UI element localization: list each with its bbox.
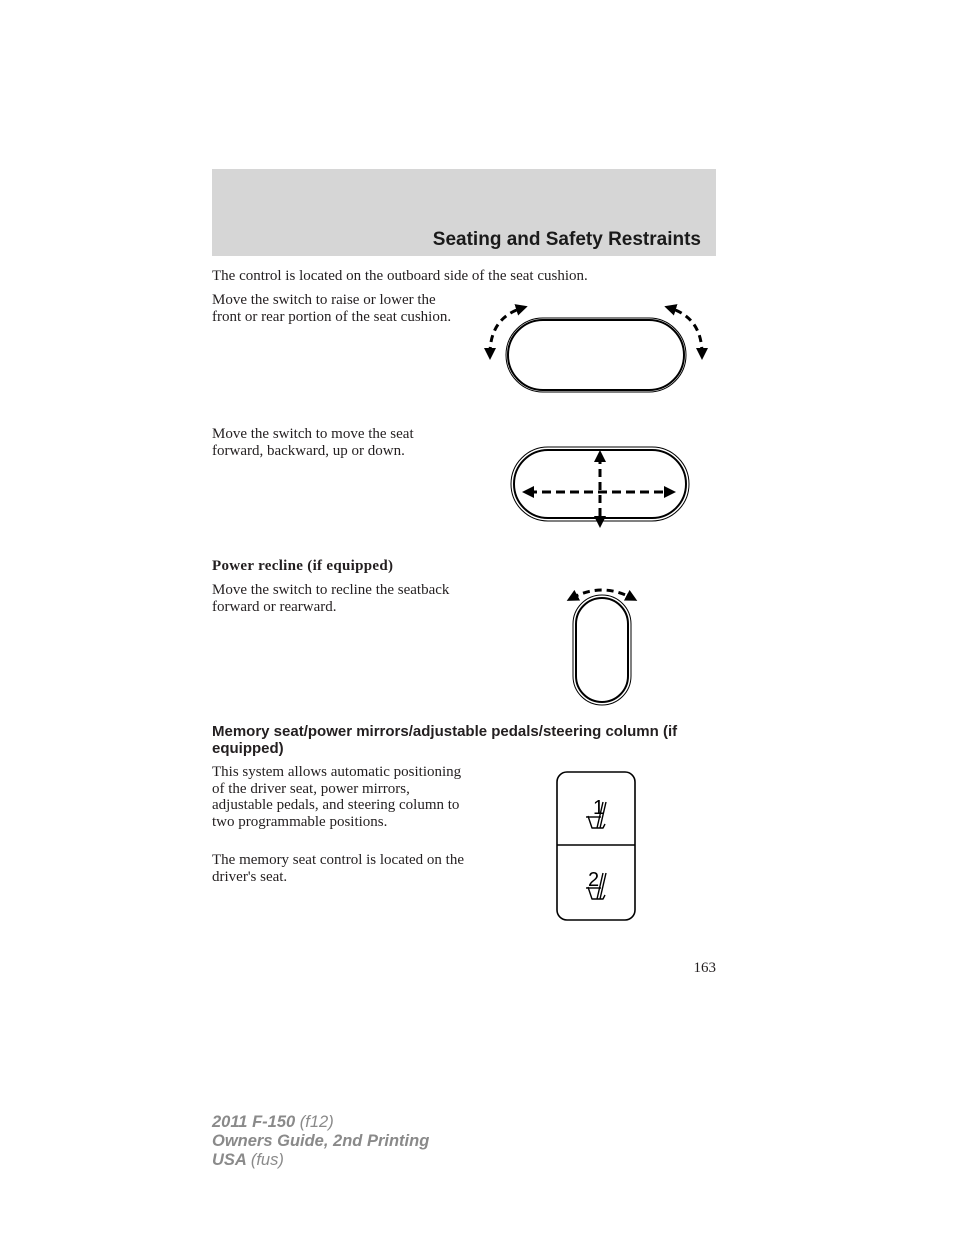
section-title: Seating and Safety Restraints (432, 229, 701, 250)
footer-model: 2011 F-150 (212, 1113, 296, 1131)
footer (212, 1113, 429, 1170)
power-recline-heading: Power recline (if equipped) (212, 558, 394, 574)
page-number: 163 (693, 960, 716, 976)
intro-text: The control is located on the outboard side of the seat cushion. (212, 268, 588, 284)
memory-seat-buttons-icon (555, 770, 639, 924)
seat-move-switch-icon (500, 444, 700, 530)
power-recline-text: Move the switch to recline the seatback forward or rearward. (212, 582, 450, 615)
footer-market-code: (fus) (250, 1151, 284, 1169)
memory-button-1-label: 1 (593, 797, 605, 819)
footer-model-code: (f12) (299, 1113, 334, 1131)
footer-line-3 (212, 1151, 429, 1170)
memory-seat-heading: Memory seat/power mirrors/adjustable pedals/steering column (if equipped) (212, 723, 678, 757)
memory-button-2-label: 2 (588, 869, 600, 891)
footer-market: USA (212, 1151, 247, 1169)
memory-seat-location-text: The memory seat control is located on the driver's seat. (212, 852, 465, 885)
cushion-tilt-switch-icon (470, 290, 720, 400)
footer-line-2: Owners Guide, 2nd Printing (212, 1132, 430, 1150)
recline-switch-icon (560, 580, 644, 706)
seat-move-text: Move the switch to move the seat forward, backward, up or down. (212, 426, 414, 459)
header-band (212, 169, 716, 256)
cushion-tilt-text: Move the switch to raise or lower the front or rear portion of the seat cushion. (212, 292, 452, 325)
memory-seat-text: This system allows automatic positioning of the driver seat, power mirrors, adjustable pedals, and steering column to two programmable positions. (212, 764, 462, 830)
footer-line-1 (212, 1113, 429, 1132)
